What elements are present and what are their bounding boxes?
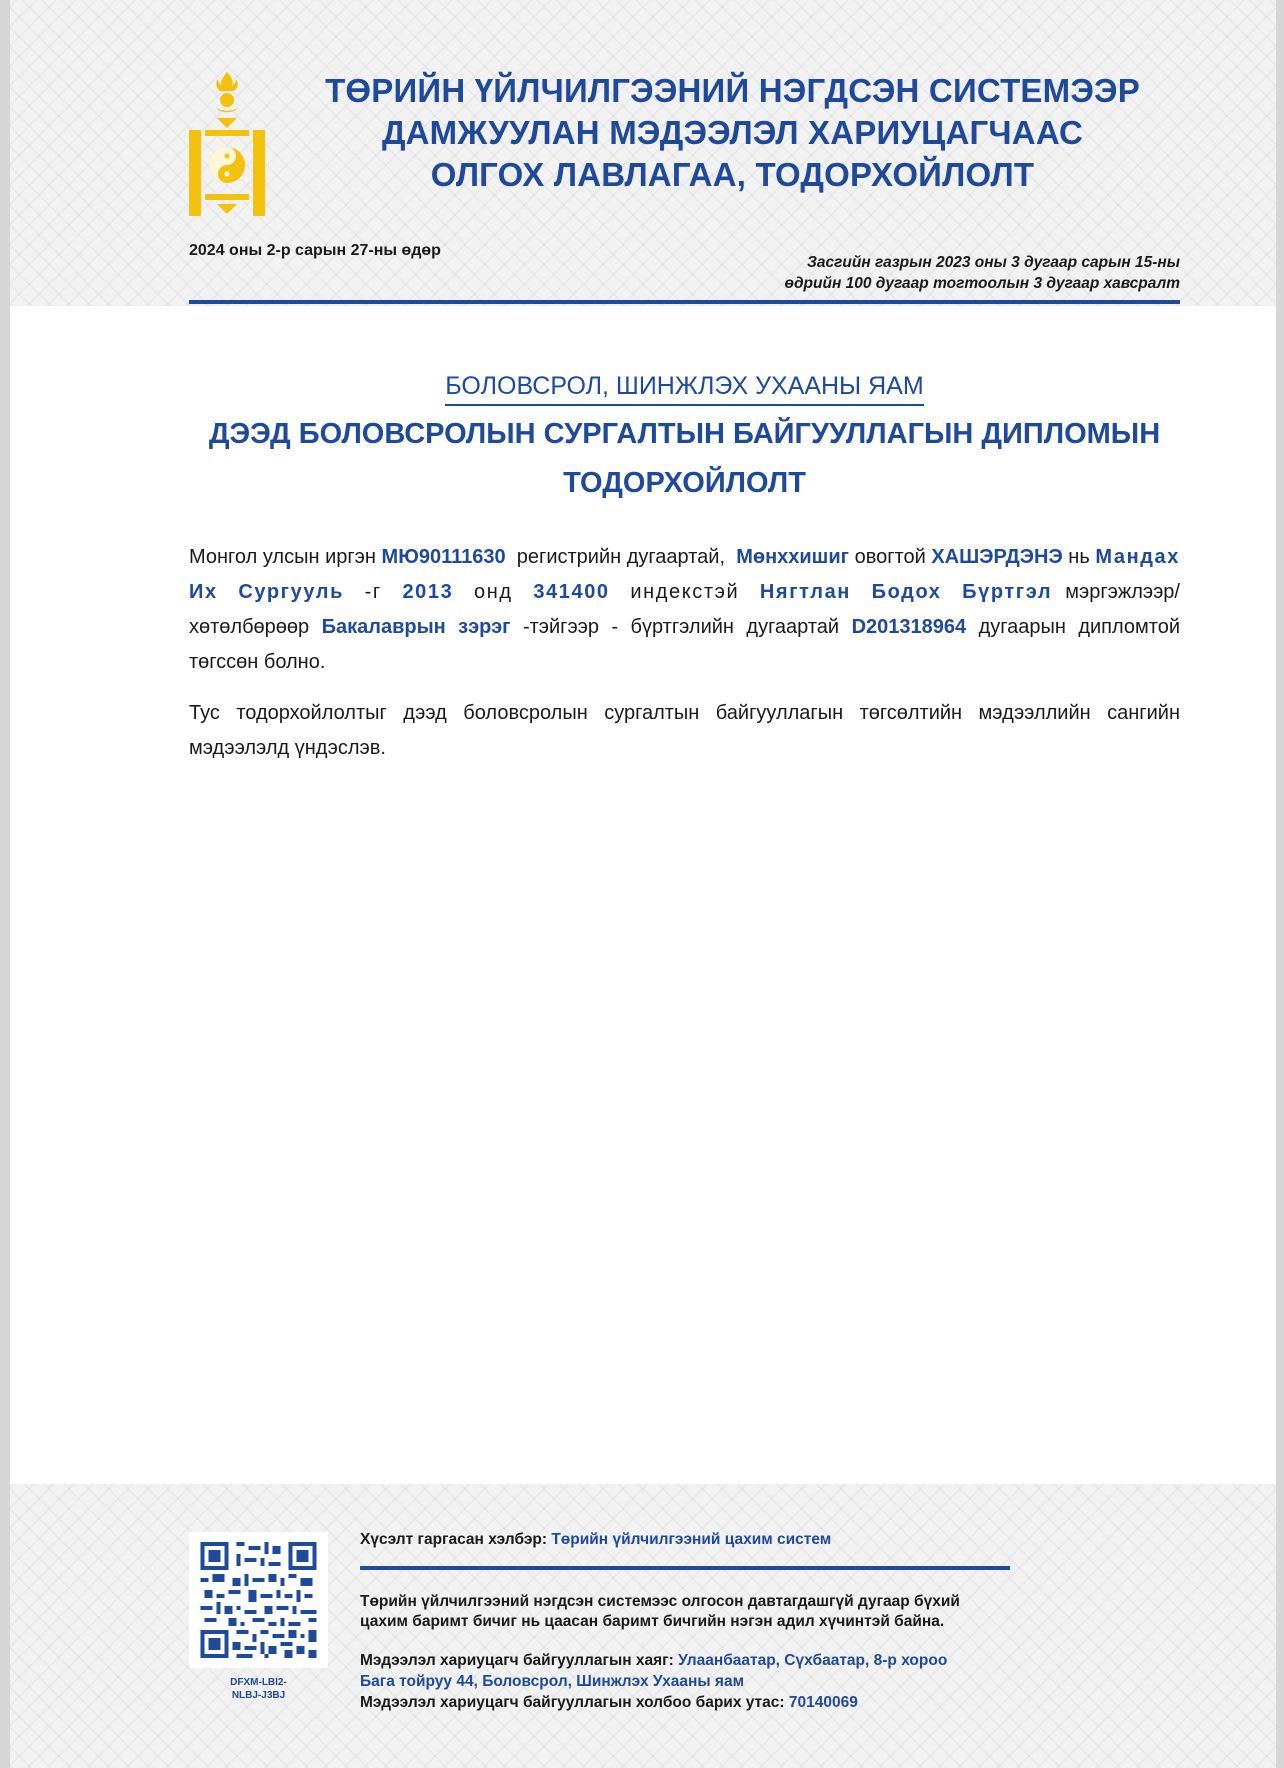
body-text: дугаарын дипломтой төгссөн болно. (189, 616, 1181, 673)
document-title-line: ДЭЭД БОЛОВСРОЛЫН СУРГАЛТЫН БАЙГУУЛЛАГЫН ДИПЛОМЫН (208, 418, 1161, 450)
body-text: овогтой (854, 546, 926, 568)
diploma-number: D201318964 (851, 616, 967, 638)
address-line (360, 1650, 1010, 1671)
graduation-year: 2013 (402, 581, 454, 603)
header-divider (189, 300, 1180, 304)
phone-label: Мэдээлэл хариуцагч байгууллагын холбоо барих утас: (360, 1694, 785, 1711)
given-name: ХАШЭРДЭНЭ (931, 546, 1063, 568)
legal-reference (680, 252, 1180, 294)
address-label: Мэдээлэл хариуцагч байгууллагын хаяг: (360, 1652, 674, 1669)
address-value: Улаанбаатар, Сүхбаатар, 8-р хороо (678, 1652, 948, 1669)
qr-code-id-line: DFXM-LBI2- (230, 1677, 287, 1688)
header-title-line: ДАМЖУУЛАН МЭДЭЭЛЭЛ ХАРИУЦАГЧААС (381, 114, 1084, 151)
body-text: -тэйгээр - бүртгэлийн дугаартай (522, 616, 840, 638)
request-method-value: Төрийн үйлчилгээний цахим систем (551, 1531, 832, 1548)
footer-divider (360, 1566, 1010, 1570)
header-title (285, 70, 1180, 196)
qr-code-icon (199, 1542, 318, 1658)
body-paragraph-main (189, 540, 1180, 680)
header-title-line: ОЛГОХ ЛАВЛАГАА, ТОДОРХОЙЛОЛТ (430, 156, 1035, 193)
validity-notice-line: Төрийн үйлчилгээний нэгдсэн системээс олгосон давтагдашгүй дугаар бүхий (360, 1593, 960, 1610)
body-text: -г (364, 581, 382, 603)
contact-info (360, 1650, 1010, 1713)
address-value-line2: Бага тойруу 44, Боловсрол, Шинжлэх Ухааны яам (360, 1673, 745, 1690)
soyombo-emblem-icon (189, 70, 265, 218)
register-number: МЮ90111630 (381, 546, 506, 568)
legal-reference-line: өдрийн 100 дугаар тогтоолын 3 дугаар хавсралт (784, 275, 1180, 292)
body-text: индекстэй (630, 581, 740, 603)
program-index: 341400 (533, 581, 610, 603)
qr-code (189, 1532, 328, 1668)
body-text: нь (1068, 546, 1090, 568)
document-title (189, 410, 1180, 508)
document-body (189, 540, 1180, 782)
body-paragraph-basis: Тус тодорхойлолтыг дээд боловсролын сургалтын байгууллагын төгсөлтийн мэдээллийн сангийн мэдээлэлд үндэслэв. (189, 702, 1180, 759)
page-edge-left (0, 0, 10, 1768)
body-text: Монгол улсын иргэн (189, 546, 376, 568)
body-text: регистрийн дугаартай, (516, 546, 725, 568)
phone-line (360, 1692, 1010, 1713)
document-title-line: ТОДОРХОЙЛОЛТ (563, 467, 806, 499)
issue-date: 2024 оны 2-р сарын 27-ны өдөр (189, 242, 441, 259)
body-text: онд (474, 581, 513, 603)
document-header (189, 0, 1180, 306)
document-footer (360, 1530, 1010, 1713)
major-name: Нягтлан Бодох Бүртгэл (759, 581, 1053, 603)
ministry-name-text: БОЛОВСРОЛ, ШИНЖЛЭХ УХААНЫ ЯАМ (445, 372, 923, 406)
qr-code-id-line: NLBJ-J3BJ (231, 1690, 286, 1701)
family-name: Мөнххишиг (736, 546, 849, 568)
request-method (360, 1530, 1010, 1550)
header-title-line: ТӨРИЙН ҮЙЛЧИЛГЭЭНИЙ НЭГДСЭН СИСТЕМЭЭР (325, 72, 1140, 109)
legal-reference-line: Засгийн газрын 2023 оны 3 дугаар сарын 15-ны (806, 254, 1180, 271)
page-edge-right (1276, 0, 1284, 1768)
institution-name: Мандах Их Сургууль (189, 546, 1180, 603)
request-method-label: Хүсэлт гаргасан хэлбэр: (360, 1531, 548, 1548)
validity-notice-line: цахим баримт бичиг нь цаасан баримт бичгийн нэгэн адил хүчинтэй байна. (360, 1613, 945, 1630)
body-text: мэргэжлээр/хөтөлбөрөөр (189, 581, 1180, 638)
qr-code-id (189, 1676, 328, 1702)
validity-notice (360, 1592, 1010, 1632)
phone-value: 70140069 (788, 1694, 858, 1711)
ministry-name (189, 372, 1180, 406)
degree-name: Бакалаврын зэрэг (321, 616, 511, 638)
